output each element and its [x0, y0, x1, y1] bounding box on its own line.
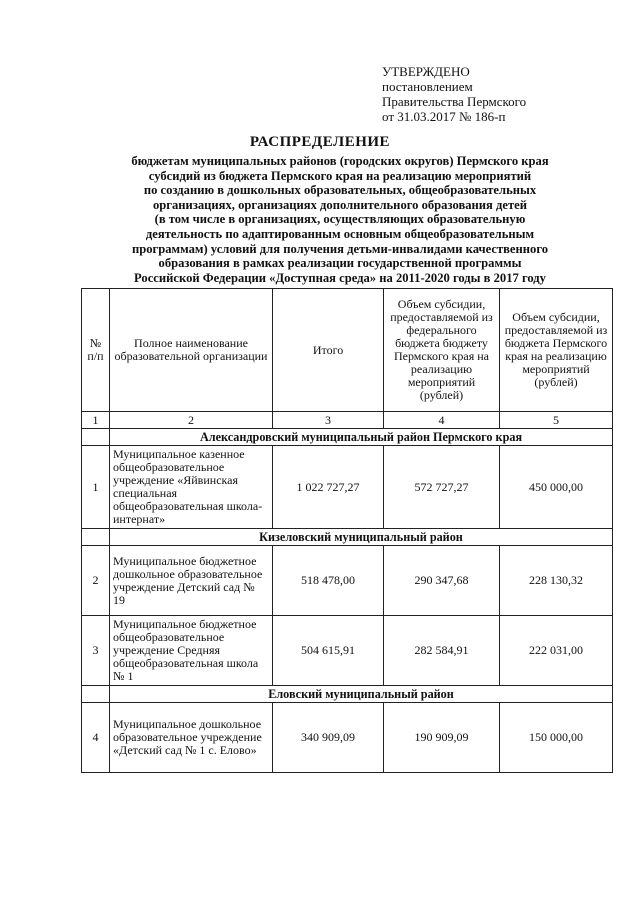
org-name: Муниципальное бюджетное дошкольное образовательное учреждение Детский сад № 19 [110, 546, 273, 616]
approval-stamp [382, 64, 526, 124]
federal-amount: 282 584,91 [384, 616, 500, 686]
district-row [82, 529, 613, 546]
table-row [82, 703, 613, 773]
district-name: Александровский муниципальный район Пермского края [110, 429, 613, 446]
org-name: Муниципальное дошкольное образовательное учреждение «Детский сад № 1 с. Елово» [110, 703, 273, 773]
district-name: Кизеловский муниципальный район [110, 529, 613, 546]
subtitle-line: субсидий из бюджета Пермского края на реализацию мероприятий [148, 168, 532, 183]
total-amount: 504 615,91 [273, 616, 384, 686]
approval-line-3: Правительства Пермского [382, 94, 527, 109]
regional-amount: 450 000,00 [500, 446, 613, 529]
subtitle-line: деятельность по адаптированным основным общеобразовательным [145, 226, 535, 241]
total-amount: 340 909,09 [273, 703, 384, 773]
district-spacer [82, 686, 110, 703]
header-row [82, 289, 613, 412]
header-org-name: Полное наименование образовательной организации [110, 289, 273, 412]
district-name: Еловский муниципальный район [110, 686, 613, 703]
table-row [82, 546, 613, 616]
document-subtitle [80, 154, 600, 285]
column-number: 3 [273, 412, 384, 429]
subtitle-line: (в том числе в организациях, осуществляющих образовательную [154, 212, 526, 227]
subtitle-line: программам) условий для получения детьми-инвалидами качественного [131, 241, 549, 256]
org-name: Муниципальное бюджетное общеобразовательное учреждение Средняя общеобразовательная школа № 1 [110, 616, 273, 686]
header-regional: Объем субсидии, предоставляемой из бюджета Пермского края на реализацию мероприятий (рублей) [500, 289, 613, 412]
column-number: 4 [384, 412, 500, 429]
subtitle-line: организациях, организациях дополнительного образования детей [152, 197, 528, 212]
district-spacer [82, 529, 110, 546]
column-number: 2 [110, 412, 273, 429]
subtitle-line: по созданию в дошкольных образовательных, общеобразовательных [143, 183, 537, 198]
org-name: Муниципальное казенное общеобразовательное учреждение «Яйвинская специальная общеобразовательная школа-интернат» [110, 446, 273, 529]
row-number: 3 [82, 616, 110, 686]
subtitle-line: образования в рамках реализации государственной программы [158, 256, 522, 271]
regional-amount: 222 031,00 [500, 616, 613, 686]
document-title: РАСПРЕДЕЛЕНИЕ [249, 134, 391, 150]
approval-line-4: от 31.03.2017 № 186-п [382, 109, 506, 124]
row-number: 2 [82, 546, 110, 616]
total-amount: 1 022 727,27 [273, 446, 384, 529]
approval-line-1: УТВЕРЖДЕНО [382, 64, 470, 79]
approval-line-2: постановлением [382, 79, 473, 94]
district-row [82, 686, 613, 703]
row-number: 1 [82, 446, 110, 529]
distribution-table [81, 288, 613, 773]
subtitle-line: бюджетам муниципальных районов (городских округов) Пермского края [131, 154, 549, 168]
column-number-row [82, 412, 613, 429]
column-number: 1 [82, 412, 110, 429]
federal-amount: 190 909,09 [384, 703, 500, 773]
federal-amount: 572 727,27 [384, 446, 500, 529]
header-number: № п/п [82, 289, 110, 412]
total-amount: 518 478,00 [273, 546, 384, 616]
header-total: Итого [273, 289, 384, 412]
district-row [82, 429, 613, 446]
regional-amount: 228 130,32 [500, 546, 613, 616]
regional-amount: 150 000,00 [500, 703, 613, 773]
federal-amount: 290 347,68 [384, 546, 500, 616]
subtitle-line: Российской Федерации «Доступная среда» на 2011-2020 годы в 2017 году [134, 270, 546, 285]
row-number: 4 [82, 703, 110, 773]
district-spacer [82, 429, 110, 446]
table-row [82, 446, 613, 529]
header-federal: Объем субсидии, предоставляемой из федерального бюджета бюджету Пермского края на реализацию мероприятий (рублей) [384, 289, 500, 412]
column-number: 5 [500, 412, 613, 429]
table-row [82, 616, 613, 686]
